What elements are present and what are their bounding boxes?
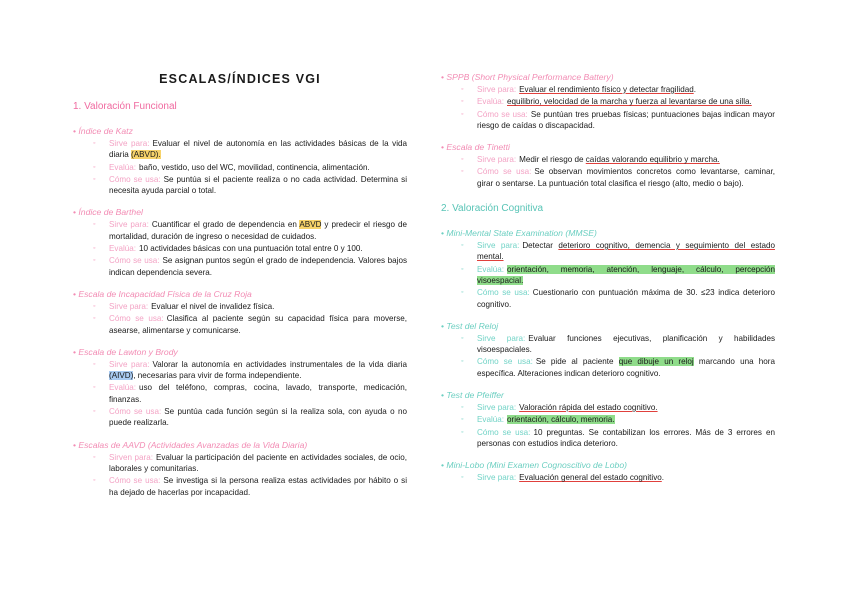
section-title-valoracion-funcional: 1. Valoración Funcional bbox=[73, 101, 177, 112]
list-item-como: ◦ Cómo se usa: Se pide al paciente que dibuje un reloj marcando una hora específica. Alteraciones indican deterioro cognitivo. bbox=[477, 356, 775, 379]
scale-lawton-brody bbox=[73, 347, 407, 429]
scale-name: • Mini-Mental State Examination (MMSE) bbox=[441, 228, 775, 238]
scale-name: • Escala de Tinetti bbox=[441, 142, 775, 152]
scale-test-reloj bbox=[441, 321, 775, 379]
scale-tinetti bbox=[441, 142, 775, 189]
list-item-sirve: ◦ Sirve para: Evaluar el rendimiento físico y detectar fragilidad. bbox=[477, 84, 775, 95]
document-title: ESCALAS/ÍNDICES VGI bbox=[159, 72, 321, 86]
list-item-como: ◦ Cómo se usa: Clasifica al paciente según su capacidad física para moverse, asearse, alimentarse y comunicarse. bbox=[109, 313, 407, 336]
list-item-evalua: ◦ Evalúa: orientación, memoria, atención, lenguaje, cálculo, percepción visoespacial. bbox=[477, 264, 775, 287]
list-item-sirve: ◦ Sirve para: Evaluar funciones ejecutivas, planificación y habilidades visoespaciales. bbox=[477, 333, 775, 356]
underlined-text: Valoración rápida del estado cognitivo. bbox=[519, 403, 658, 413]
list-item-evalua: ◦ Evalúa: baño, vestido, uso del WC, movilidad, continencia, alimentación. bbox=[109, 162, 407, 173]
list-item-sirven: ◦ Sirven para: Evaluar la participación del paciente en actividades sociales, de ocio, laborales y comunitarias. bbox=[109, 452, 407, 475]
list-item-sirve: ◦ Sirve para: Valorar la autonomía en actividades instrumentales de la vida diaria (AIVD), necesarias para vivir de forma independiente. bbox=[109, 359, 407, 382]
highlight: orientación, memoria, atención, lenguaje, cálculo, percepción visoespacial. bbox=[477, 264, 775, 285]
underlined-text: Evaluar el rendimiento físico y detectar fragilidad bbox=[519, 85, 694, 94]
list-item-evalua: ◦ Evalúa: 10 actividades básicas con una puntuación total entre 0 y 100. bbox=[109, 243, 407, 254]
underlined-text: caídas valorando equilibrio y marcha. bbox=[585, 155, 720, 165]
list-item-sirve: ◦ Sirve para: Evaluación general del estado cognitivo. bbox=[477, 472, 775, 483]
scale-mini-lobo bbox=[441, 460, 775, 483]
left-column bbox=[73, 101, 407, 509]
list-item-evalua: ◦ Evalúa: orientación, cálculo, memoria. bbox=[477, 414, 775, 425]
scale-katz bbox=[73, 126, 407, 196]
underlined-text: deterioro cognitivo, demencia y seguimiento del estado mental. bbox=[477, 241, 775, 262]
highlight: ABVD bbox=[299, 220, 322, 230]
list-item-como: ◦ Cómo se usa: Se investiga si la persona realiza estas actividades por hábito o si ha dejado de hacerlas por incapacidad. bbox=[109, 475, 407, 498]
list-item-como: ◦ Cómo se usa: Se puntúan tres pruebas físicas; puntuaciones bajas indican mayor riesgo de caídas o discapacidad. bbox=[477, 109, 775, 132]
scale-pfeiffer bbox=[441, 390, 775, 449]
scale-name: • Mini-Lobo (Mini Examen Cognoscitivo de Lobo) bbox=[441, 460, 775, 470]
list-item-sirve: ◦ Sirve para: Evaluar el nivel de autonomía en las actividades básicas de la vida diaria (ABVD). bbox=[109, 138, 407, 161]
list-item-como: ◦ Cómo se usa: Se puntúa cada función según si la realiza sola, con ayuda o no puede realizarla. bbox=[109, 406, 407, 429]
scale-name: • Escalas de AAVD (Actividades Avanzadas de la Vida Diaria) bbox=[73, 440, 407, 450]
list-item-sirve: ◦ Sirve para: Evaluar el nivel de invalidez física. bbox=[109, 301, 407, 312]
list-item-evalua: ◦ Evalúa: uso del teléfono, compras, cocina, lavado, transporte, medicación, finanzas. bbox=[109, 382, 407, 405]
right-column bbox=[441, 72, 775, 495]
list-item-evalua: ◦ Evalúa: equilibrio, velocidad de la marcha y fuerza al levantarse de una silla. bbox=[477, 96, 775, 107]
list-item-como: ◦ Cómo se usa: Se observan movimientos concretos como levantarse, caminar, girar o sentarse. La puntuación total clasifica el riesgo (alto, medio o bajo). bbox=[477, 166, 775, 189]
scale-name: • Escala de Incapacidad Física de la Cruz Roja bbox=[73, 289, 407, 299]
scale-name: • Índice de Barthel bbox=[73, 207, 407, 217]
scale-name: • Test del Reloj bbox=[441, 321, 775, 331]
scale-mmse bbox=[441, 228, 775, 310]
scale-aavd bbox=[73, 440, 407, 498]
list-item-sirve: ◦ Sirve para: Detectar deterioro cognitivo, demencia y seguimiento del estado mental. bbox=[477, 240, 775, 263]
underlined-text: Evaluación general del estado cognitivo bbox=[519, 473, 662, 483]
highlight: que dibuje un reloj bbox=[618, 357, 694, 367]
section-title-valoracion-cognitiva: 2. Valoración Cognitiva bbox=[441, 203, 544, 215]
list-item-sirve: ◦ Sirve para: Valoración rápida del estado cognitivo. bbox=[477, 402, 775, 413]
scale-name: • Test de Pfeiffer bbox=[441, 390, 775, 400]
highlight: (ABVD). bbox=[131, 150, 161, 160]
scale-name: • SPPB (Short Physical Performance Battery) bbox=[441, 72, 775, 82]
highlight: (AIVD) bbox=[109, 371, 134, 381]
scale-cruz-roja bbox=[73, 289, 407, 336]
scale-sppb bbox=[441, 72, 775, 131]
scale-name: • Índice de Katz bbox=[73, 126, 407, 136]
list-item-sirve: ◦ Sirve para: Medir el riesgo de caídas valorando equilibrio y marcha. bbox=[477, 154, 775, 165]
underlined-text: equilibrio, velocidad de la marcha y fuerza al levantarse de una silla. bbox=[507, 97, 752, 107]
list-item-sirve: ◦ Sirve para: Cuantificar el grado de dependencia en ABVD y predecir el riesgo de mortalidad, duración de ingreso o necesidad de cuidados. bbox=[109, 219, 407, 242]
list-item-como: ◦ Cómo se usa: Se asignan puntos según el grado de independencia. Valores bajos indican dependencia severa. bbox=[109, 255, 407, 278]
scale-barthel bbox=[73, 207, 407, 277]
scale-name: • Escala de Lawton y Brody bbox=[73, 347, 407, 357]
highlight: orientación, cálculo, memoria. bbox=[507, 415, 615, 425]
list-item-como: ◦ Cómo se usa: 10 preguntas. Se contabilizan los errores. Más de 3 errores en personas con estudios indica deterioro. bbox=[477, 427, 775, 450]
list-item-como: ◦ Cómo se usa: Se puntúa si el paciente realiza o no cada actividad. Determina si necesita ayuda parcial o total. bbox=[109, 174, 407, 197]
list-item-como: ◦ Cómo se usa: Cuestionario con puntuación máxima de 30. ≤23 indica deterioro cognitivo. bbox=[477, 287, 775, 310]
